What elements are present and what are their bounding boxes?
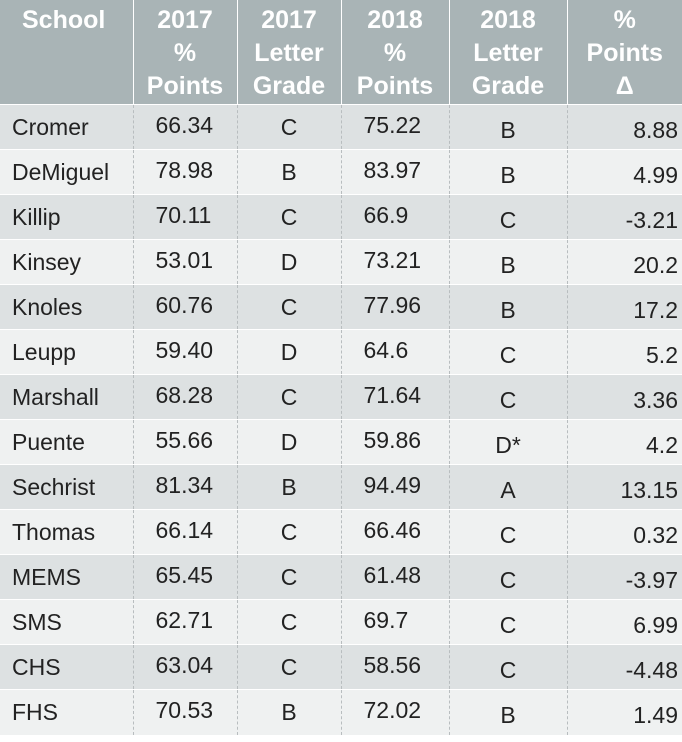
cell-points-delta: 1.49 — [567, 690, 682, 735]
table-row — [0, 285, 682, 330]
header-2017-grade-line: 2017 — [261, 6, 317, 34]
cell-2018-grade: A — [449, 465, 567, 510]
cell-2018-points: 66.9 — [341, 195, 449, 240]
header-points-delta-line: Points — [586, 39, 663, 67]
header-2017-grade — [237, 0, 341, 105]
cell-2018-points: 73.21 — [341, 240, 449, 285]
cell-school: FHS — [0, 690, 133, 735]
cell-points-delta: 6.99 — [567, 600, 682, 645]
cell-school: Knoles — [0, 285, 133, 330]
cell-2017-grade: C — [237, 375, 341, 420]
cell-2018-points: 64.6 — [341, 330, 449, 375]
cell-2018-grade: C — [449, 645, 567, 690]
cell-2017-points: 70.53 — [133, 690, 237, 735]
table-row — [0, 105, 682, 150]
cell-2017-grade: C — [237, 285, 341, 330]
cell-points-delta: 8.88 — [567, 105, 682, 150]
cell-2017-grade: C — [237, 510, 341, 555]
cell-2017-points: 81.34 — [133, 465, 237, 510]
cell-2018-grade: B — [449, 240, 567, 285]
header-2017-points-line: Points — [146, 72, 224, 100]
cell-2018-grade: C — [449, 555, 567, 600]
cell-2018-points: 59.86 — [341, 420, 449, 465]
header-2018-grade-line: Grade — [471, 72, 545, 100]
table-body — [0, 105, 682, 735]
cell-2018-grade: C — [449, 375, 567, 420]
cell-2017-points: 63.04 — [133, 645, 237, 690]
cell-2017-points: 68.28 — [133, 375, 237, 420]
cell-points-delta: -4.48 — [567, 645, 682, 690]
cell-2017-points: 59.40 — [133, 330, 237, 375]
cell-2018-points: 66.46 — [341, 510, 449, 555]
cell-2017-points: 62.71 — [133, 600, 237, 645]
cell-2017-points: 55.66 — [133, 420, 237, 465]
cell-2017-points: 65.45 — [133, 555, 237, 600]
cell-points-delta: 20.2 — [567, 240, 682, 285]
header-2018-points-line: % — [383, 39, 407, 67]
header-row — [0, 0, 682, 105]
cell-2018-points: 83.97 — [341, 150, 449, 195]
cell-2018-points: 58.56 — [341, 645, 449, 690]
cell-2018-points: 75.22 — [341, 105, 449, 150]
cell-school: Kinsey — [0, 240, 133, 285]
table-row — [0, 465, 682, 510]
cell-school: Marshall — [0, 375, 133, 420]
cell-points-delta: -3.97 — [567, 555, 682, 600]
cell-2018-points: 72.02 — [341, 690, 449, 735]
table-row — [0, 375, 682, 420]
table-row — [0, 195, 682, 240]
cell-school: Killip — [0, 195, 133, 240]
cell-2018-grade: C — [449, 195, 567, 240]
cell-2017-grade: D — [237, 330, 341, 375]
cell-school: Thomas — [0, 510, 133, 555]
cell-school: CHS — [0, 645, 133, 690]
header-2018-points — [341, 0, 449, 105]
cell-2018-grade: B — [449, 285, 567, 330]
header-2017-points-line: % — [173, 39, 197, 67]
cell-2017-grade: C — [237, 645, 341, 690]
table-row — [0, 240, 682, 285]
header-points-delta — [567, 0, 682, 105]
header-2018-grade-line: Letter — [473, 39, 543, 67]
cell-points-delta: 17.2 — [567, 285, 682, 330]
header-2017-grade-line: Grade — [252, 72, 326, 100]
header-2017-grade-line: Letter — [254, 39, 324, 67]
table-row — [0, 555, 682, 600]
cell-2017-grade: D — [237, 240, 341, 285]
header-2018-grade — [449, 0, 567, 105]
cell-2018-points: 94.49 — [341, 465, 449, 510]
header-2018-points-line: 2018 — [367, 6, 423, 34]
cell-2018-points: 71.64 — [341, 375, 449, 420]
header-2018-grade-line: 2018 — [480, 6, 536, 34]
header-school — [0, 0, 133, 105]
cell-points-delta: 4.99 — [567, 150, 682, 195]
cell-2017-grade: B — [237, 465, 341, 510]
cell-school: Cromer — [0, 105, 133, 150]
cell-points-delta: 0.32 — [567, 510, 682, 555]
cell-school: Leupp — [0, 330, 133, 375]
table-row — [0, 150, 682, 195]
header-points-delta-line: Δ — [615, 72, 634, 100]
table-row — [0, 600, 682, 645]
cell-school: MEMS — [0, 555, 133, 600]
header-school-line: School — [22, 6, 106, 34]
cell-2018-points: 77.96 — [341, 285, 449, 330]
header-2018-points-line: Points — [356, 72, 434, 100]
cell-2017-points: 53.01 — [133, 240, 237, 285]
cell-points-delta: 5.2 — [567, 330, 682, 375]
cell-2017-grade: C — [237, 555, 341, 600]
cell-2017-points: 60.76 — [133, 285, 237, 330]
cell-2017-points: 70.11 — [133, 195, 237, 240]
cell-points-delta: 4.2 — [567, 420, 682, 465]
cell-2017-grade: C — [237, 105, 341, 150]
cell-points-delta: 3.36 — [567, 375, 682, 420]
cell-school: Sechrist — [0, 465, 133, 510]
cell-school: Puente — [0, 420, 133, 465]
table-row — [0, 645, 682, 690]
cell-2017-points: 66.34 — [133, 105, 237, 150]
cell-2018-grade: C — [449, 330, 567, 375]
cell-2017-points: 66.14 — [133, 510, 237, 555]
header-2017-points-line: 2017 — [157, 6, 213, 34]
cell-2017-grade: C — [237, 195, 341, 240]
cell-2018-points: 69.7 — [341, 600, 449, 645]
cell-2017-points: 78.98 — [133, 150, 237, 195]
header-points-delta-line: % — [613, 6, 636, 34]
cell-2018-grade: B — [449, 690, 567, 735]
cell-2018-grade: B — [449, 150, 567, 195]
cell-points-delta: -3.21 — [567, 195, 682, 240]
table-row — [0, 420, 682, 465]
cell-2017-grade: B — [237, 690, 341, 735]
table-row — [0, 690, 682, 735]
cell-2018-grade: D* — [449, 420, 567, 465]
cell-school: SMS — [0, 600, 133, 645]
table-row — [0, 330, 682, 375]
cell-2018-grade: C — [449, 600, 567, 645]
cell-2018-points: 61.48 — [341, 555, 449, 600]
cell-school: DeMiguel — [0, 150, 133, 195]
cell-2018-grade: C — [449, 510, 567, 555]
cell-2017-grade: C — [237, 600, 341, 645]
cell-2017-grade: B — [237, 150, 341, 195]
table-row — [0, 510, 682, 555]
cell-2018-grade: B — [449, 105, 567, 150]
cell-points-delta: 13.15 — [567, 465, 682, 510]
cell-2017-grade: D — [237, 420, 341, 465]
header-2017-points — [133, 0, 237, 105]
